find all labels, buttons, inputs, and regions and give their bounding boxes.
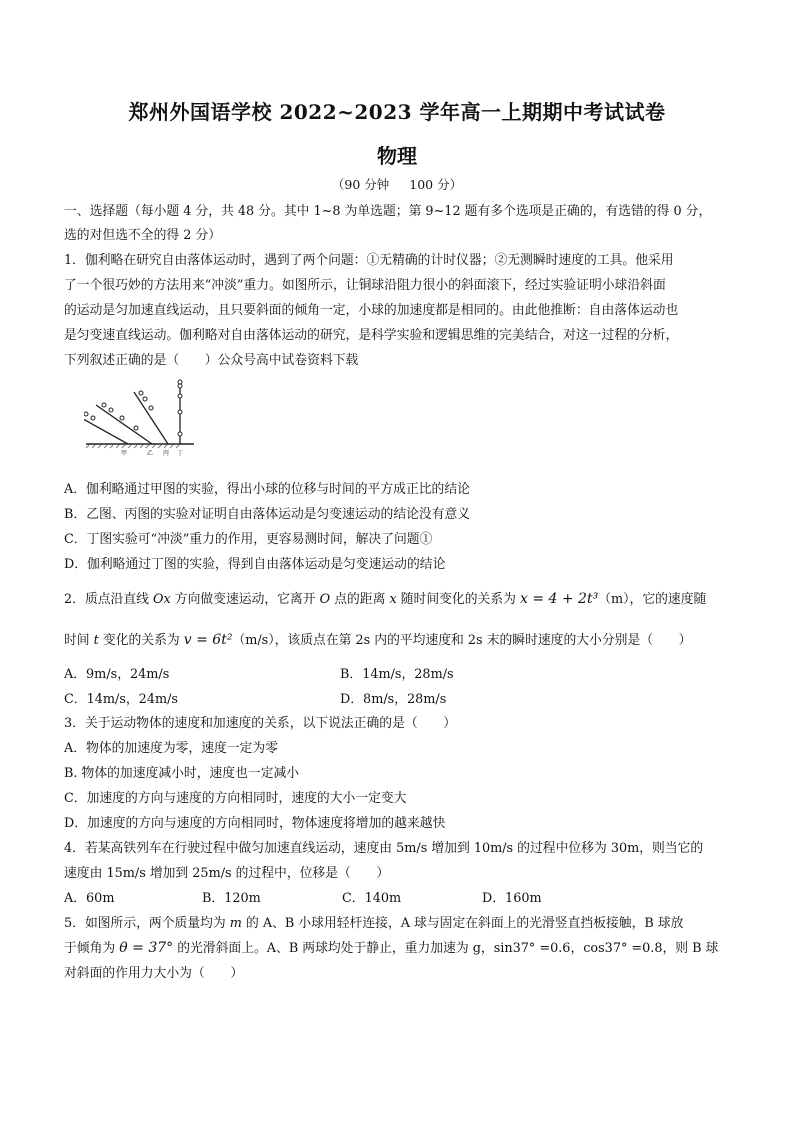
q5-angle-formula: θ = 37°: [119, 940, 174, 956]
q5-text-part: 5．如图所示，两个质量均为: [64, 916, 230, 931]
q3-option-d: D．加速度的方向与速度的方向相同时，物体速度将增加的越来越快: [64, 816, 446, 831]
q5-text-part: 于倾角为: [64, 941, 120, 956]
incline-bing: [134, 392, 168, 444]
q2-stem-line1: [64, 588, 706, 607]
q2-text-part: 随时间变化的关系为: [396, 592, 520, 607]
q4-stem-line2: 速度由 15m/s 增加到 25m/s 的过程中，位移是（ ）: [64, 866, 390, 881]
q4-option-b: B．120m: [202, 891, 261, 906]
q2-o-symbol: O: [319, 592, 331, 607]
q5-stem-line3: 对斜面的作用力大小为（ ）: [64, 966, 244, 981]
figure-label-ding: 丁: [176, 450, 184, 457]
q2-velocity-formula: v = 6t²: [183, 632, 233, 648]
figure-label-jia: 甲: [120, 450, 128, 457]
q2-text-part: 时间: [64, 633, 94, 648]
q1-stem-line2: 了一个很巧妙的方法用来“冲淡”重力。如图所示，让铜球沿阻力很小的斜面滚下，经过实验证明小球沿斜面: [64, 278, 666, 293]
q5-text-part: 的光滑斜面上。A、B 两球均处于静止，重力加速为 g，sin37° =0.6，cos37° =0.8，则 B 球: [173, 941, 719, 956]
incline-yi: [96, 405, 152, 444]
q2-ox-symbol: Ox: [153, 592, 171, 607]
q5-text-part: 的 A、B 小球用轻杆连接，A 球与固定在斜面上的光滑竖直挡板接触，B 球放: [241, 916, 684, 931]
q4-option-a: A．60m: [64, 891, 115, 906]
q1-stem-line3: 的运动是匀加速直线运动，且只要斜面的倾角一定，小球的加速度都是相同的。由此他推断：自由落体运动也: [64, 303, 679, 318]
q4-option-d: D．160m: [482, 891, 542, 906]
subject-title: 物理: [377, 144, 417, 168]
q5-stem-line1: [64, 912, 683, 931]
q2-text-part: （m），它的速度随: [598, 592, 707, 607]
q1-option-a: A．伽利略通过甲图的实验，得出小球的位移与时间的平方成正比的结论: [64, 482, 470, 497]
q2-options-row1: [64, 663, 744, 681]
q3-stem: 3．关于运动物体的速度和加速度的关系，以下说法正确的是（ ）: [64, 716, 457, 731]
q2-option-d: D．8m/s，28m/s: [340, 692, 447, 707]
section-instructions-line2: 选的对但选不全的得 2 分）: [64, 228, 222, 243]
q2-option-b: B．14m/s，28m/s: [340, 667, 454, 682]
q2-text-part: 2．质点沿直线: [64, 592, 153, 607]
q5-m-symbol: m: [229, 916, 242, 931]
exam-score: 100 分）: [409, 177, 463, 192]
exam-title: 郑州外国语学校 2022~2023 学年高一上期期中考试试卷: [128, 100, 666, 124]
q2-option-a: A．9m/s，24m/s: [64, 667, 170, 682]
q2-options-row2: [64, 688, 744, 706]
q2-t-symbol: t: [93, 633, 99, 648]
q5-stem-line2: [64, 937, 718, 956]
figure-label-yi: 乙: [146, 450, 154, 457]
q2-text-part: 方向做变速运动，它离开: [170, 592, 320, 607]
q1-option-c: C．丁图实验可“冲淡”重力的作用，更容易测时间，解决了问题①: [64, 532, 433, 547]
exam-duration: （90 分钟: [331, 177, 390, 192]
q1-option-d: D．伽利略通过丁图的实验，得到自由落体运动是匀变速运动的结论: [64, 557, 446, 572]
q2-stem-line2: [64, 629, 691, 648]
section-instructions-line1: 一、选择题（每小题 4 分，共 48 分。其中 1~8 为单选题；第 9~12 题有多个选项是正确的，有选错的得 0 分，: [64, 204, 712, 219]
q2-text-part: （m/s），该质点在第 2s 内的平均速度和 2s 末的瞬时速度的大小分别是（ ）: [232, 633, 692, 648]
q2-text-part: 变化的关系为: [98, 633, 184, 648]
q2-position-formula: x = 4 + 2t³: [519, 591, 599, 607]
galileo-inclined-plane-figure: [84, 378, 196, 462]
q2-text-part: 点的距离: [330, 592, 390, 607]
exam-meta: [0, 175, 794, 193]
q2-x-symbol: x: [389, 592, 397, 607]
q3-option-c: C．加速度的方向与速度的方向相同时，速度的大小一定变大: [64, 791, 407, 806]
q2-option-c: C．14m/s，24m/s: [64, 692, 178, 707]
q1-stem-line5: 下列叙述正确的是（ ）公众号高中试卷资料下载: [64, 353, 359, 368]
q1-stem-line4: 是匀变速直线运动。伽利略对自由落体运动的研究，是科学实验和逻辑思维的完美结合，对这一过程的分析，: [64, 328, 679, 343]
q3-option-b: B. 物体的加速度减小时，速度也一定减小: [64, 766, 300, 781]
q1-option-b: B．乙图、丙图的实验对证明自由落体运动是匀变速运动的结论没有意义: [64, 507, 471, 522]
q3-option-a: A．物体的加速度为零，速度一定为零: [64, 741, 278, 756]
q4-options-row: [64, 887, 744, 905]
figure-label-bing: 丙: [162, 450, 170, 457]
q1-stem-line1: 1．伽利略在研究自由落体运动时，遇到了两个问题：①无精确的计时仪器；②无测瞬时速度的工具。他采用: [64, 253, 674, 268]
q4-stem-line1: 4．若某高铁列车在行驶过程中做匀加速直线运动，速度由 5m/s 增加到 10m/s 的过程中位移为 30m，则当它的: [64, 841, 704, 856]
q4-option-c: C．140m: [342, 891, 402, 906]
